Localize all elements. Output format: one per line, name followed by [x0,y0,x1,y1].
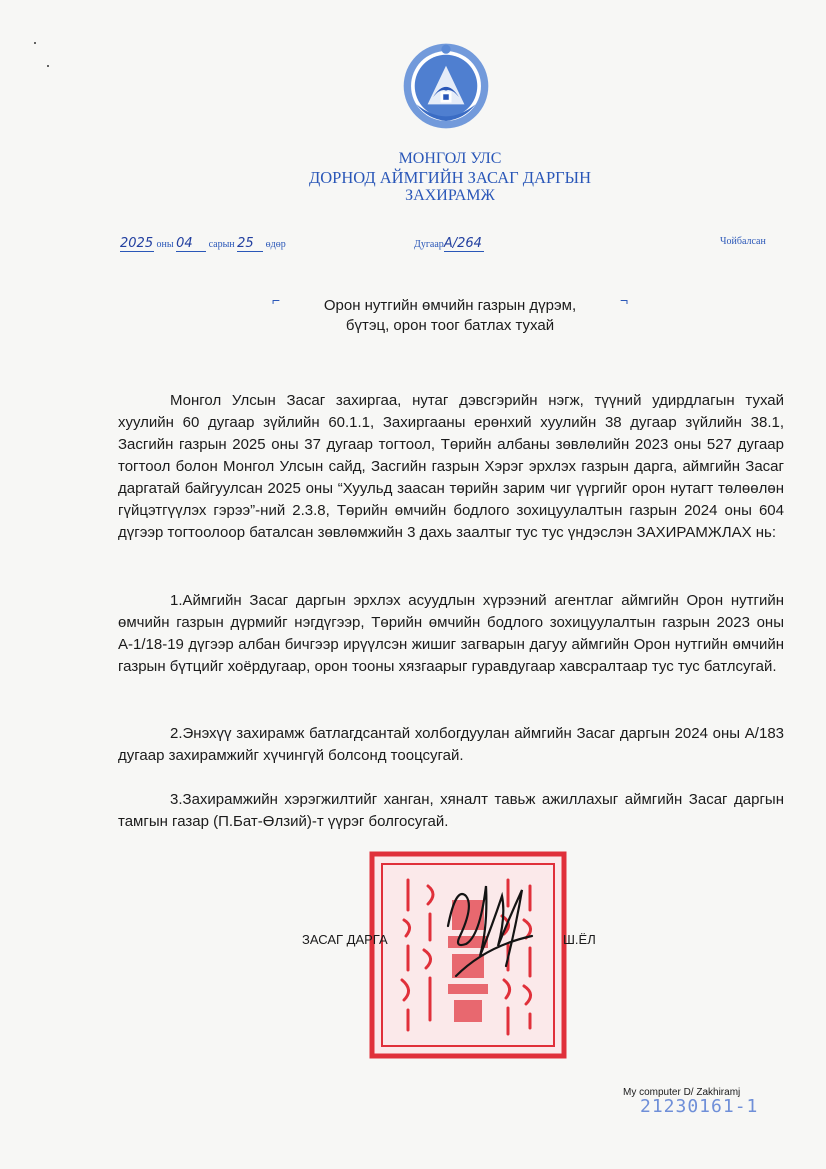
date-day: 25 [237,236,263,252]
date-month-suffix: сарын [208,239,235,250]
file-path-note: My computer D/ Zakhiramj [623,1087,741,1098]
date-day-suffix: өдөр [265,239,286,250]
office-heading: ДОРНОД АЙМГИЙН ЗАСАГ ДАРГЫН [309,168,591,187]
registration-stamp-number: 21230161-1 [640,1096,759,1117]
subject-bracket-left: ⌐ [272,292,281,308]
document-subject [270,296,630,336]
date-month: 04 [176,236,206,252]
subject-bracket-right: ¬ [620,292,629,308]
subject-line-2: бүтэц, орон тоог батлах тухай [345,317,555,334]
signatory-title: ЗАСАГ ДАРГА [302,932,388,947]
document-type-heading: ЗАХИРАМЖ [405,187,495,204]
date-line [120,236,286,252]
item-2-paragraph: 2.Энэхүү захирамж батлагдсантай холбогдуулан аймгийн Засаг даргын 2024 оны А/183 дугаар захирамжийг хүчингүй болсонд тооцсугай. [118,725,784,764]
subject-line-1: Орон нутгийн өмчийн газрын дүрэм, [323,297,577,314]
number-label: Дугаар [414,239,444,250]
number-value: А/264 [443,236,482,251]
document-number [414,236,484,252]
handwritten-signature-icon [436,866,546,986]
country-heading: МОНГОЛ УЛС [398,150,502,167]
date-year: 2025 [120,236,154,251]
item-1-paragraph: 1.Аймгийн Засаг даргын эрхлэх асуудлын хүрээний агентлаг аймгийн Орон нутгийн өмчийн газрын дүрмийг нэгдүгээр, Төрийн өмчийн бодлого зохицуулалтын газрын 2023 оны А-1/18-19 дүгээр албан бичгээр ирүүлсэн жишиг загварын дагуу аймгийн Орон нутгийн өмчийн газрын бүтцийг хоёрдугаар, орон тооны хязгаарыг гуравдугаар хавсралтаар тус тус батлсугай. [118,592,784,675]
place-name: Чойбалсан [720,236,766,247]
state-emblem-icon [400,40,492,132]
speck [34,42,36,44]
signatory-name: Ш.ЁЛ [563,932,596,947]
speck [47,65,49,67]
intro-paragraph: Монгол Улсын Засаг захиргаа, нутаг дэвсгэрийн нэгж, түүний удирдлагын тухай хуулийн 60 дугаар зүйлийн 60.1.1, Захиргааны ерөнхий хуулийн 38 дугаар зүйлийн 38.1, Засгийн газрын 2025 оны 37 дугаар тогтоол, Төрийн албаны зөвлөлийн 2023 оны 527 дугаар тогтоол болон Монгол Улсын сайд, Засгийн газрын Хэрэг эрхлэх газрын дарга, аймгийн Засаг даргатай байгуулсан 2025 оны “Хуульд заасан төрийн зарим чиг үүргийг орон нутагт төлөөлөн гүйцэтгүүлэх гэрээ”-ний 2.3.8, Төрийн өмчийн бодлого зохицуулалтын газрын 2024 оны 604 дүгээр тогтоолоор баталсан зөвлөмжийн 3 дахь заалтыг тус тус үндэслэн ЗАХИРАМЖЛАХ нь: [118,392,784,541]
date-year-suffix: оны [156,239,174,250]
item-3-paragraph: 3.Захирамжийн хэрэгжилтийг ханган, хяналт тавьж ажиллахыг аймгийн Засаг даргын тамгын газар (П.Бат-Өлзий)-т үүрэг болгосугай. [118,791,784,830]
